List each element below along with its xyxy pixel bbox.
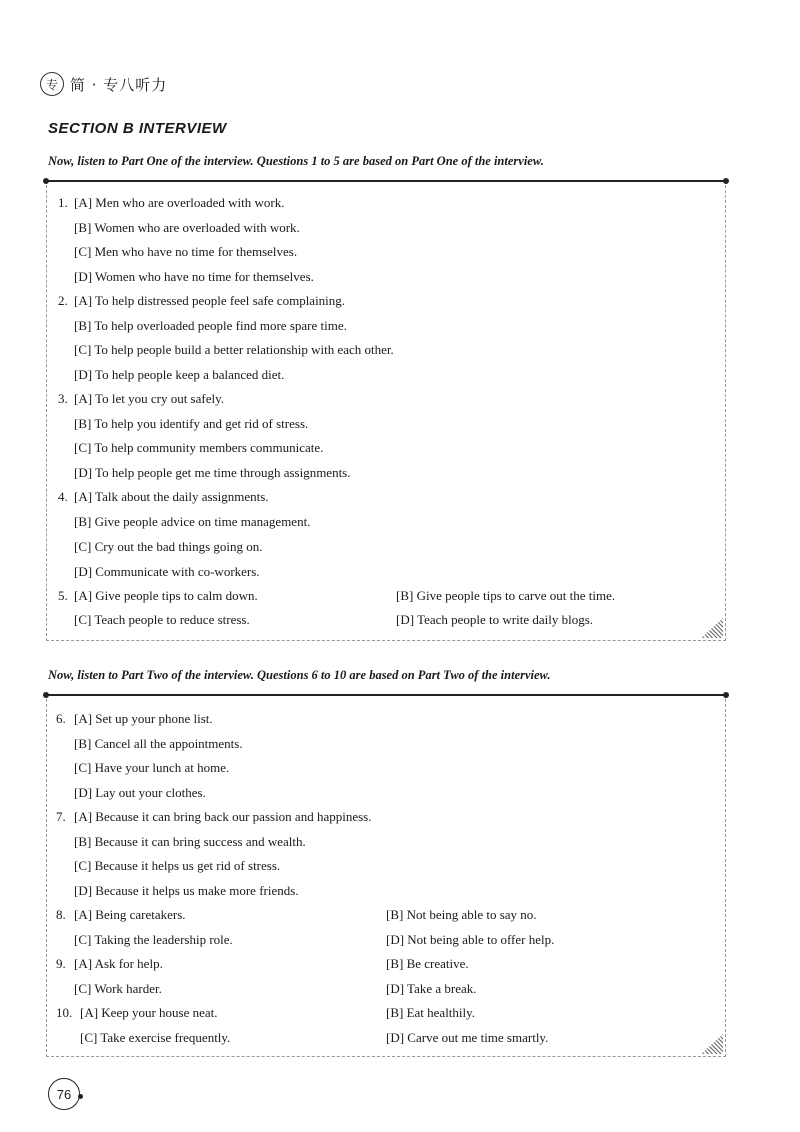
option-5c[interactable]: [C] Teach people to reduce stress. (74, 612, 250, 627)
header-title: 简 · 专八听力 (70, 75, 168, 94)
option-9b[interactable]: [B] Be creative. (386, 956, 469, 971)
question-number: 4. (58, 489, 68, 504)
option-9d[interactable]: [D] Take a break. (386, 981, 477, 996)
question-number: 8. (56, 907, 66, 922)
page-number: 76 (48, 1078, 80, 1110)
option-8a[interactable]: [A] Being caretakers. (74, 907, 186, 922)
option-3c[interactable]: [C] To help community members communicate. (74, 440, 324, 455)
option-6c[interactable]: [C] Have your lunch at home. (74, 760, 230, 775)
option-3b[interactable]: [B] To help you identify and get rid of stress. (74, 416, 309, 431)
question-number: 3. (58, 391, 68, 406)
option-1d[interactable]: [D] Women who have no time for themselves. (74, 269, 314, 284)
page-curl-icon (701, 1034, 723, 1054)
part-one-instruction: Now, listen to Part One of the interview. Questions 1 to 5 are based on Part One of the interview. (48, 154, 544, 168)
question-number: 2. (58, 293, 68, 308)
part-two-instruction: Now, listen to Part Two of the interview. Questions 6 to 10 are based on Part Two of the interview. (48, 668, 551, 682)
option-7b[interactable]: [B] Because it can bring success and wealth. (74, 834, 306, 849)
question-number: 7. (56, 809, 66, 824)
page-header (40, 72, 167, 96)
page-number-dot (78, 1094, 83, 1099)
option-4c[interactable]: [C] Cry out the bad things going on. (74, 539, 263, 554)
option-10c[interactable]: [C] Take exercise frequently. (80, 1030, 231, 1045)
option-3a[interactable]: [A] To let you cry out safely. (74, 391, 224, 406)
option-6a[interactable]: [A] Set up your phone list. (74, 711, 213, 726)
option-9c[interactable]: [C] Work harder. (74, 981, 162, 996)
book-logo-icon: 专 (40, 72, 64, 96)
option-2d[interactable]: [D] To help people keep a balanced diet. (74, 367, 285, 382)
question-number: 5. (58, 588, 68, 603)
option-8b[interactable]: [B] Not being able to say no. (386, 907, 537, 922)
option-7c[interactable]: [C] Because it helps us get rid of stress. (74, 858, 281, 873)
option-4b[interactable]: [B] Give people advice on time management. (74, 514, 311, 529)
option-4d[interactable]: [D] Communicate with co-workers. (74, 564, 260, 579)
option-2a[interactable]: [A] To help distressed people feel safe complaining. (74, 293, 346, 308)
option-1b[interactable]: [B] Women who are overloaded with work. (74, 220, 300, 235)
option-10b[interactable]: [B] Eat healthily. (386, 1005, 476, 1020)
option-7a[interactable]: [A] Because it can bring back our passion and happiness. (74, 809, 372, 824)
option-2b[interactable]: [B] To help overloaded people find more spare time. (74, 318, 347, 333)
option-1c[interactable]: [C] Men who have no time for themselves. (74, 244, 298, 259)
option-5a[interactable]: [A] Give people tips to calm down. (74, 588, 258, 603)
question-number: 1. (58, 195, 68, 210)
question-number: 9. (56, 956, 66, 971)
option-10d[interactable]: [D] Carve out me time smartly. (386, 1030, 549, 1045)
option-3d[interactable]: [D] To help people get me time through assignments. (74, 465, 351, 480)
option-7d[interactable]: [D] Because it helps us make more friends. (74, 883, 299, 898)
option-8c[interactable]: [C] Taking the leadership role. (74, 932, 233, 947)
option-5d[interactable]: [D] Teach people to write daily blogs. (396, 612, 594, 627)
option-10a[interactable]: [A] Keep your house neat. (80, 1005, 218, 1020)
option-9a[interactable]: [A] Ask for help. (74, 956, 163, 971)
section-title: SECTION B INTERVIEW (48, 120, 227, 137)
question-number: 10. (56, 1005, 73, 1020)
question-number: 6. (56, 711, 66, 726)
option-6d[interactable]: [D] Lay out your clothes. (74, 785, 206, 800)
option-4a[interactable]: [A] Talk about the daily assignments. (74, 489, 269, 504)
option-2c[interactable]: [C] To help people build a better relationship with each other. (74, 342, 394, 357)
option-1a[interactable]: [A] Men who are overloaded with work. (74, 195, 285, 210)
option-5b[interactable]: [B] Give people tips to carve out the time. (396, 588, 616, 603)
option-6b[interactable]: [B] Cancel all the appointments. (74, 736, 243, 751)
option-8d[interactable]: [D] Not being able to offer help. (386, 932, 555, 947)
page-curl-icon (701, 618, 723, 638)
